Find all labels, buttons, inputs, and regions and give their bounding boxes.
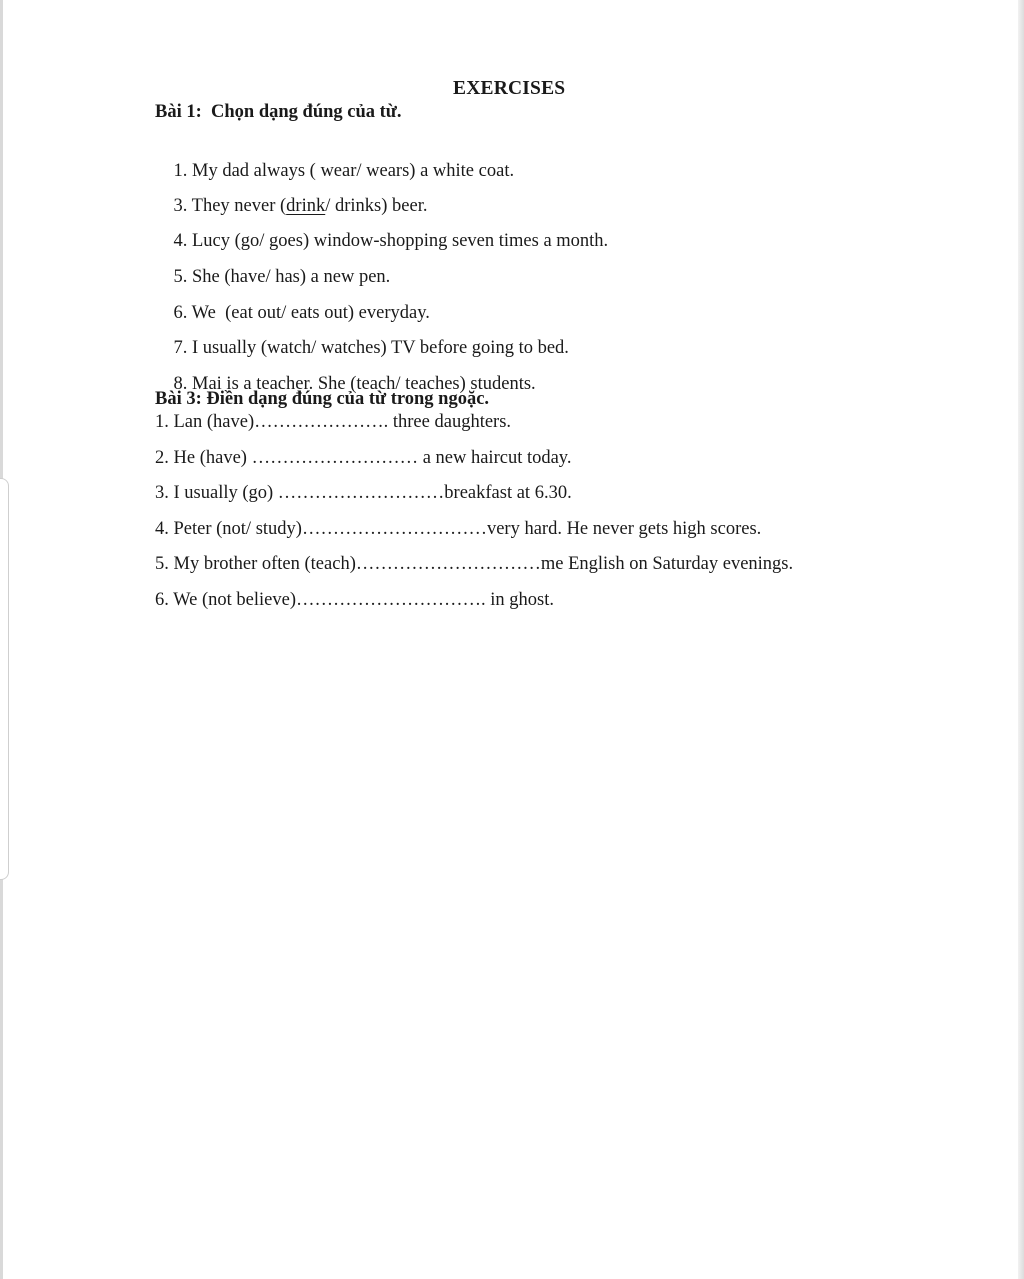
section3-item-1: 1. Lan (have)…………………. three daughters. <box>155 412 512 432</box>
section1-item-1: 1. My dad always ( wear/ wears) a white coat. <box>173 161 515 181</box>
section3-item-6: 6. We (not believe)…………………………. in ghost. <box>155 590 554 610</box>
section1-item-8: 8. Mai is a teacher. She (teach/ teaches) students. <box>173 374 536 394</box>
underlined-answer: drink <box>286 196 326 216</box>
section1-item-3: 3. They never (drink/ drinks) beer. <box>173 196 428 216</box>
section3-heading: Bài 3: Điền dạng đúng của từ trong ngoặc. <box>155 389 490 409</box>
document-title: EXERCISES <box>453 78 566 99</box>
section3-item-5: 5. My brother often (teach)…………………………me English on Saturday evenings. <box>155 554 794 574</box>
section3-item-2: 2. He (have) ……………………… a new haircut today. <box>155 448 572 468</box>
section1-item-5: 5. She (have/ has) a new pen. <box>173 267 391 287</box>
section1-item-4: 4. Lucy (go/ goes) window-shopping seven times a month. <box>173 231 609 251</box>
section1-item-6: 6. We (eat out/ eats out) everyday. <box>173 303 430 323</box>
section1-item-7: 7. I usually (watch/ watches) TV before going to bed. <box>173 338 569 358</box>
side-panel-tab[interactable] <box>0 478 9 880</box>
section3-item-4: 4. Peter (not/ study)…………………………very hard. He never gets high scores. <box>155 519 762 539</box>
page-frame-right <box>1018 0 1024 1279</box>
section3-item-3: 3. I usually (go) ………………………breakfast at 6.30. <box>155 483 572 503</box>
section1-heading: Bài 1: Chọn dạng đúng của từ. <box>155 102 402 122</box>
